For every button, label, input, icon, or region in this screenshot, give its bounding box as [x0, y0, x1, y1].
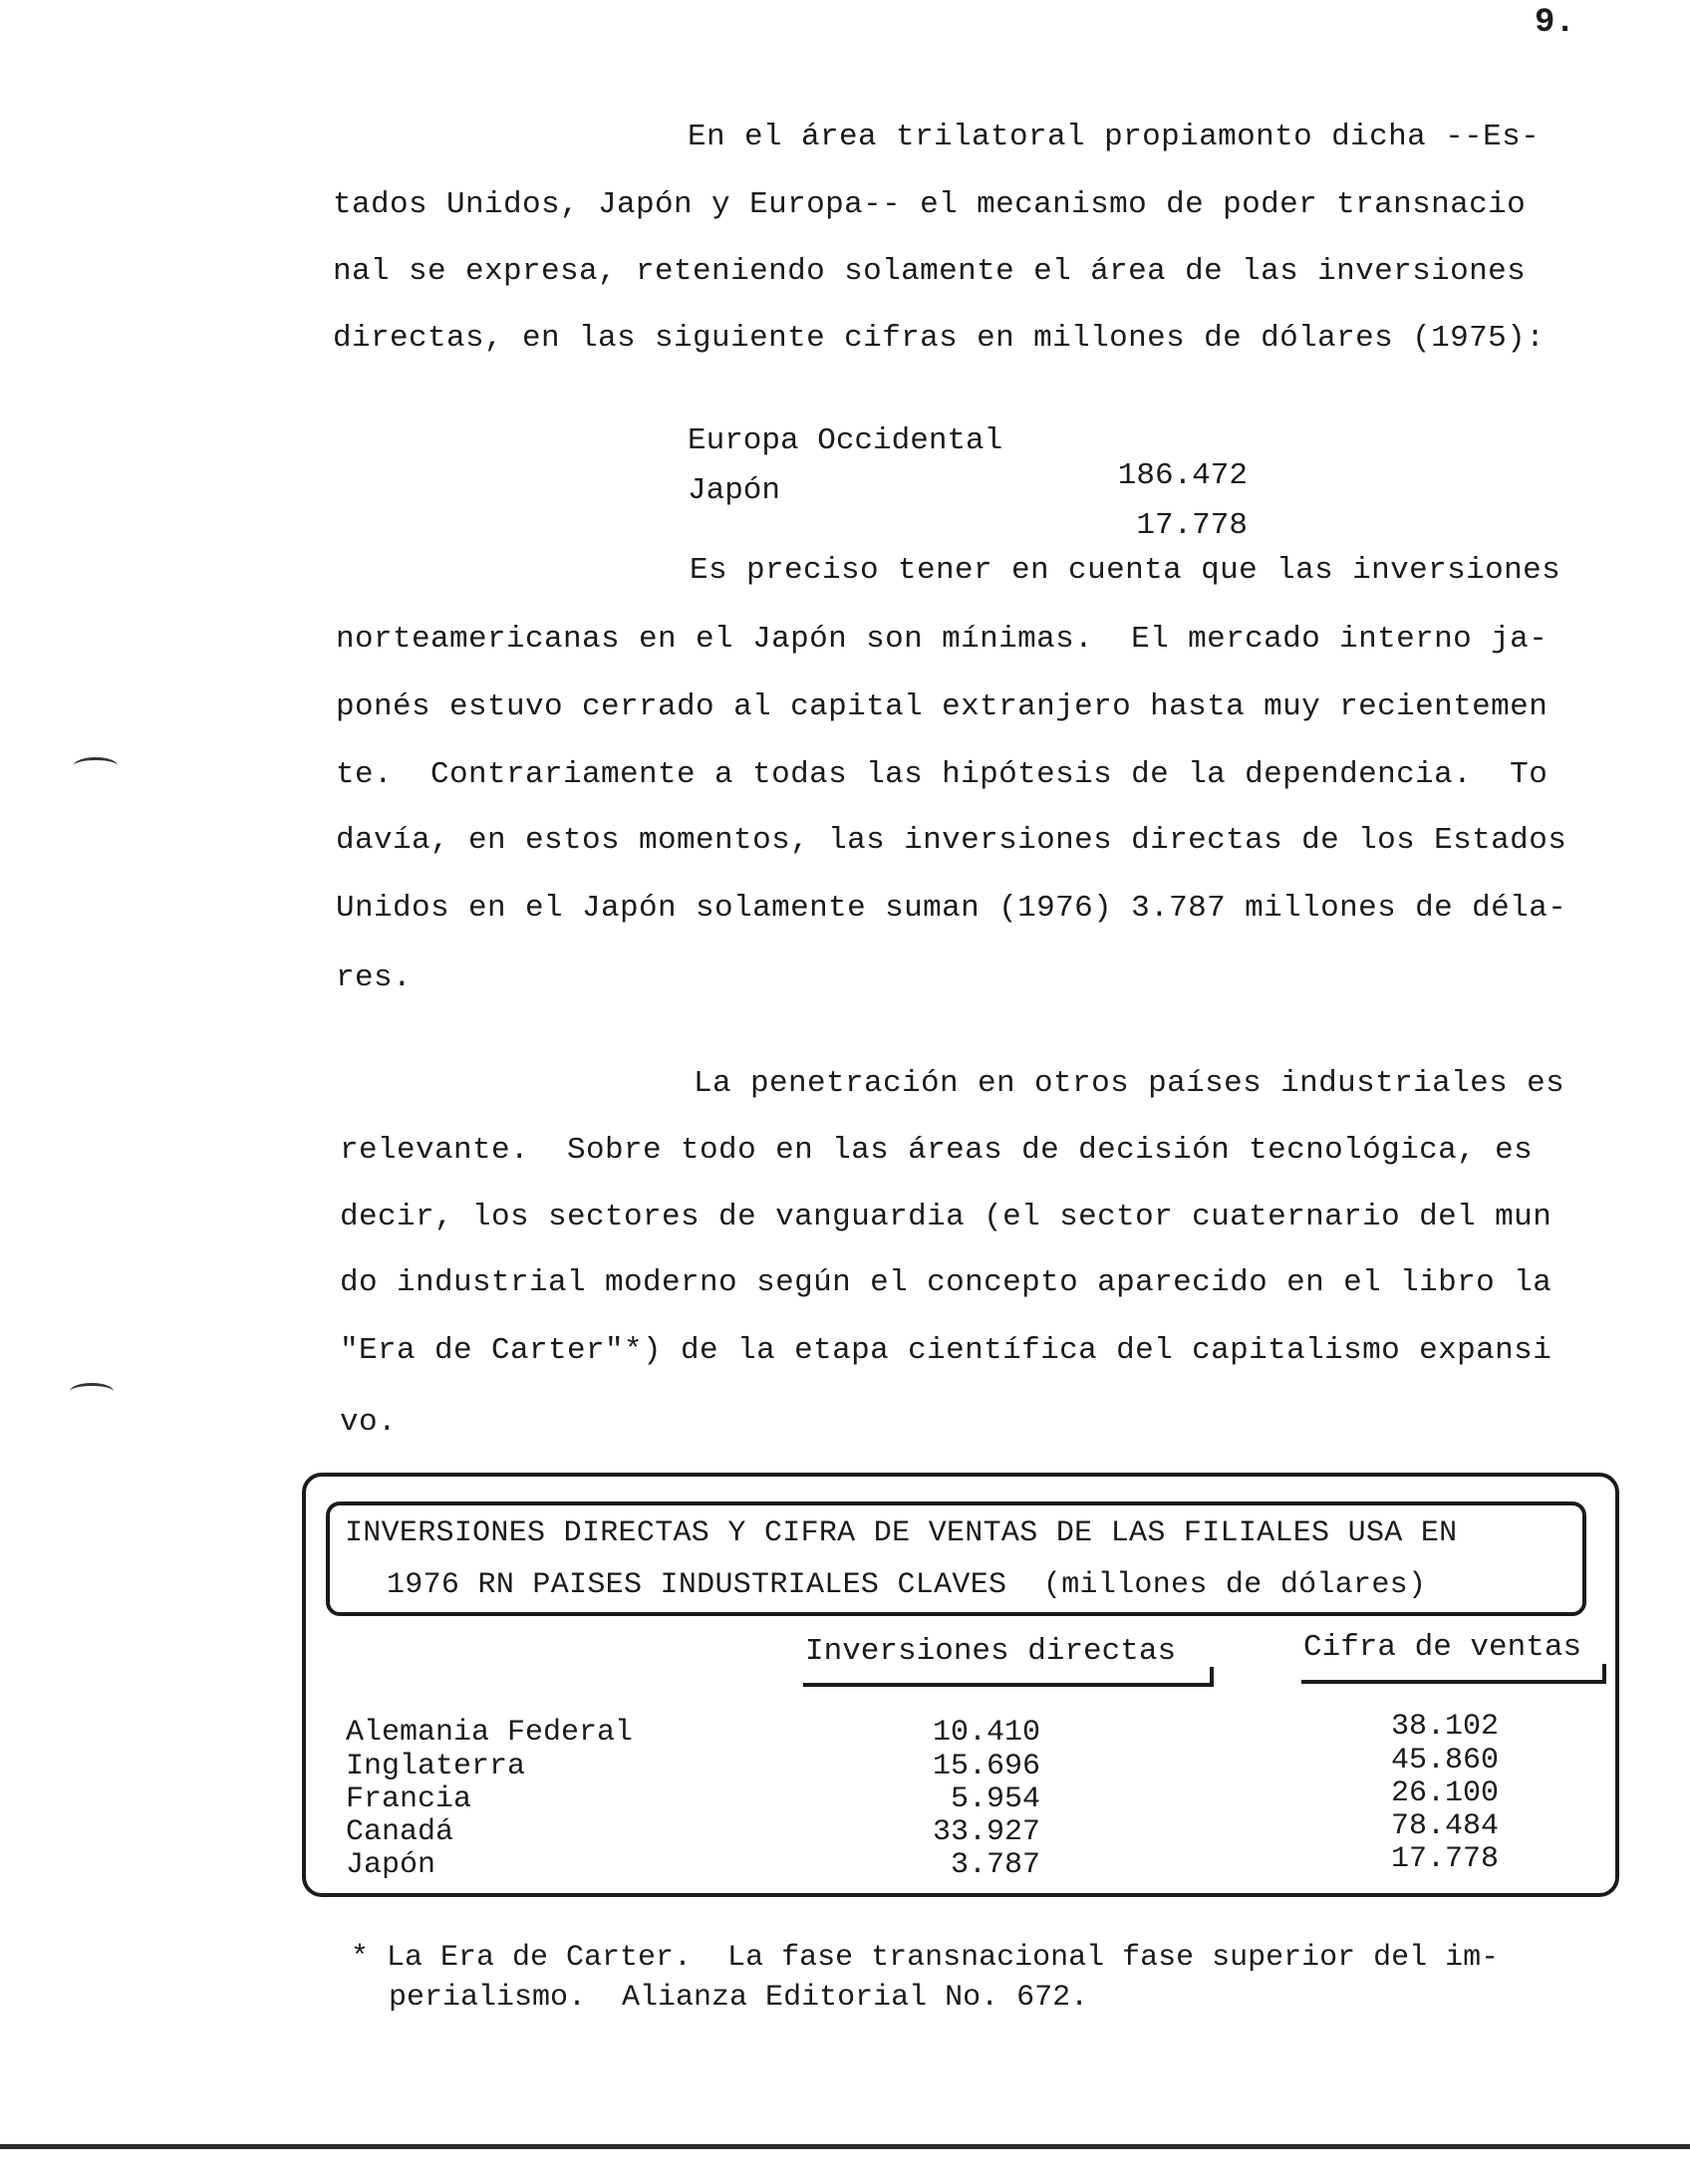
- column-header-sales: Cifra de ventas: [1303, 1630, 1582, 1665]
- table-cell-investments: 15.696: [932, 1750, 1040, 1783]
- table-cell-investments: 10.410: [932, 1716, 1040, 1750]
- table-row: [346, 1744, 1522, 1783]
- table-cell-sales: 17.778: [1390, 1842, 1499, 1876]
- table-row: [346, 1842, 1522, 1882]
- margin-mark: [70, 1383, 114, 1400]
- paragraph2-line-7: res.: [336, 960, 413, 995]
- table-row: [346, 1710, 1522, 1750]
- figure-value: 17.778: [1136, 508, 1248, 543]
- column-header-sales-underline: [1301, 1680, 1606, 1684]
- page-number: 9.: [1535, 4, 1575, 42]
- paragraph3-line-4: do industrial moderno según el concepto aparecido en el libro la: [340, 1265, 1552, 1300]
- figure-label: Japón: [688, 473, 781, 508]
- footnote-line-1: * La Era de Carter. La fase transnacional fase superior del im-: [351, 1941, 1500, 1975]
- paragraph1-line-3: nal se expresa, reteniendo solamente el área de las inversiones: [333, 254, 1527, 289]
- paragraph1-line-1: En el área trilatoral propiamonto dicha --Es-: [688, 120, 1541, 154]
- column-header-investments-underline: [803, 1683, 1214, 1687]
- table-cell-sales: 38.102: [1390, 1710, 1499, 1744]
- paragraph3-line-1: La penetración en otros países industriales es: [694, 1066, 1565, 1101]
- paragraph1-line-4: directas, en las siguiente cifras en millones de dólares (1975):: [333, 321, 1546, 356]
- table-cell-sales: 45.860: [1390, 1744, 1499, 1777]
- paragraph2-line-3: ponés estuvo cerrado al capital extranjero hasta muy recientemen: [336, 689, 1549, 724]
- margin-mark: [74, 757, 118, 774]
- table-cell-sales: 78.484: [1390, 1809, 1499, 1843]
- paragraph2-line-1: Es preciso tener en cuenta que las inversiones: [690, 553, 1561, 588]
- table-cell-country: Francia: [346, 1782, 472, 1816]
- paragraph2-line-2: norteamericanas en el Japón son mínimas. El mercado interno ja-: [336, 622, 1549, 657]
- table-row: [346, 1809, 1522, 1849]
- table-title-line-2: 1976 RN PAISES INDUSTRIALES CLAVES (millones de dólares): [387, 1568, 1427, 1602]
- bottom-rule: [0, 2144, 1690, 2149]
- paragraph3-line-6: vo.: [340, 1405, 398, 1440]
- column-header-investments: Inversiones directas: [805, 1634, 1177, 1669]
- table-cell-country: Japón: [346, 1848, 436, 1882]
- paragraph3-line-2: relevante. Sobre todo en las áreas de decisión tecnológica, es: [340, 1133, 1534, 1168]
- table-cell-country: Alemania Federal: [346, 1716, 634, 1750]
- paragraph2-line-4: te. Contrariamente a todas las hipótesis de la dependencia. To: [336, 757, 1549, 792]
- table-cell-sales: 26.100: [1390, 1776, 1499, 1810]
- table-cell-country: Canadá: [346, 1815, 454, 1849]
- footnote-line-2: perialismo. Alianza Editorial No. 672.: [389, 1981, 1089, 2015]
- paragraph3-line-5: "Era de Carter"*) de la etapa científica del capitalismo expansi: [340, 1333, 1552, 1368]
- table-row: [346, 1776, 1522, 1816]
- paragraph2-line-5: davía, en estos momentos, las inversiones directas de los Estados: [336, 823, 1567, 858]
- table-cell-investments: 5.954: [950, 1782, 1040, 1816]
- table-cell-country: Inglaterra: [346, 1750, 526, 1783]
- figure-label: Europa Occidental: [688, 423, 1003, 458]
- table-cell-investments: 3.787: [950, 1848, 1040, 1882]
- paragraph1-line-2: tados Unidos, Japón y Europa-- el mecanismo de poder transnacio: [333, 187, 1527, 222]
- figure-value: 186.472: [1117, 458, 1248, 493]
- table-title-line-1: INVERSIONES DIRECTAS Y CIFRA DE VENTAS DE LAS FILIALES USA EN: [345, 1516, 1458, 1550]
- paragraph3-line-3: decir, los sectores de vanguardia (el sector cuaternario del mun: [340, 1200, 1552, 1234]
- paragraph2-line-6: Unidos en el Japón solamente suman (1976) 3.787 millones de déla-: [336, 891, 1567, 926]
- table-cell-investments: 33.927: [932, 1815, 1040, 1849]
